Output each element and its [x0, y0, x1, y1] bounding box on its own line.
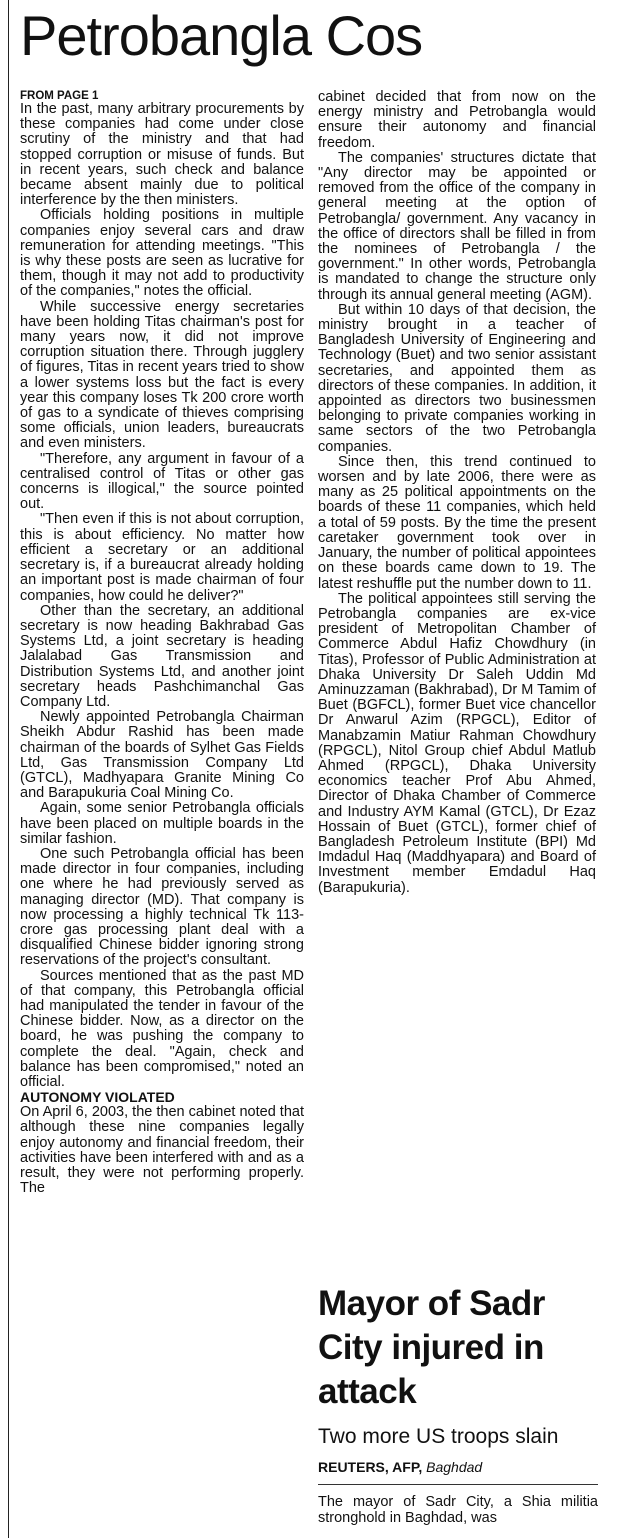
paragraph: Again, some senior Petrobangla officials have been placed on multiple boards in the similar fashion.	[20, 800, 304, 847]
paragraph: Officials holding positions in multiple companies enjoy several cars and draw remuneration for attending meetings. "This is why these posts are seen as lucrative for them, though it may not add to productivity of the companies," notes the official.	[20, 207, 304, 300]
article-column-right	[318, 90, 596, 896]
article-column-left	[20, 90, 304, 1196]
left-margin-rule	[8, 0, 9, 1538]
paragraph: In the past, many arbitrary procurements by these companies had come under close scrutiny of the ministry and that had stopped corruption or misuse of funds. But in recent years, such check and balance became absent mainly due to political interference by the then ministers.	[20, 101, 304, 209]
paragraph: Since then, this trend continued to worsen and by late 2006, there were as many as 25 political appointments on the boards of these 11 companies, which held a total of 59 posts. By the time the present caretaker government took over in January, the number of political appointees on these boards came down to 19. The latest reshuffle put the number down to 11.	[318, 453, 596, 592]
story-deck: Two more US troops slain	[318, 1425, 559, 1448]
paragraph: One such Petrobangla official has been made director in four companies, including one where he had previously served as managing director (MD). That company is now processing a highly technical Tk 113-crore gas processing plant deal with a disqualified Chinese bidder ignoring strong reservations of the project's consultant.	[20, 845, 304, 969]
paragraph: The companies' structures dictate that "Any director may be appointed or removed from the office of the company in general meeting at the option of Petrobangla/ government. Any vacancy in the office of directors shall be filled in from the nominees of Petrobangla / the government." In other words, Petrobangla is mandated to change the structure only through its annual general meeting (AGM).	[318, 149, 596, 303]
story-headline: Mayor of Sadr City injured in attack	[318, 1284, 545, 1411]
story-body: The mayor of Sadr City, a Shia militia stronghold in Baghdad, was	[318, 1494, 598, 1526]
byline-divider	[318, 1484, 598, 1485]
byline-agency: REUTERS, AFP,	[318, 1459, 423, 1475]
byline	[318, 1458, 618, 1476]
paragraph: The political appointees still serving the Petrobangla companies are ex-vice president of Metropolitan Chamber of Commerce Abdul Hafiz Chowdhury (in Titas), Professor of Public Administration at Dhaka University Dr Saleh Uddin Md Aminuzzaman (Bakhrabad), Dr M Tamim of Buet (BGFCL), former Buet vice chancellor Dr Anwarul Azim (RPGCL), Editor of Manabzamin Matiur Rahman Chowdhury (RPGCL), Nitol Group chief Abdul Matlub Ahmed (RPGCL), Dhaka University economics teacher Prof Abu Ahmed, Director of Dhaka Chamber of Commerce and Industry AYM Kamal (GTCL), Dr Ezaz Hossain of Buet (GTCL), former chief of Bangladesh Petroleum Institute (BPI) Md Imdadul Haq (Maddhyapara) and Board of Investment member Emdadul Haq (Barapukuria).	[318, 590, 596, 896]
paragraph: But within 10 days of that decision, the ministry brought in a teacher of Bangladesh University of Engineering and Technology (Buet) and two senior assistant secretaries, and appointed them as directors of these companies. In addition, it appointed as directors two businessmen belonging to private companies working in same sectors of the two Petrobangla companies.	[318, 301, 596, 455]
paragraph: While successive energy secretaries have been holding Titas chairman's post for many years now, it did not improve corruption situation there. Through jugglery of figures, Titas in recent years tried to show a lower systems loss but the fact is every year this company loses Tk 200 crore worth of gas to a syndicate of thieves comprising some officials, union leaders, bureaucrats and even ministers.	[20, 298, 304, 452]
byline-place: Baghdad	[426, 1459, 483, 1475]
subheading: AUTONOMY VIOLATED	[20, 1089, 175, 1106]
continuation-kicker: FROM PAGE 1	[20, 90, 99, 102]
second-story	[318, 1282, 618, 1526]
paragraph: Sources mentioned that as the past MD of that company, this Petrobangla official had manipulated the tender in favour of the Chinese bidder. Now, as a director on the board, he was pushing the company to complete the deal. "Again, check and balance has been compromised," noted an official.	[20, 967, 304, 1090]
paragraph: Other than the secretary, an additional secretary is now heading Bakhrabad Gas Systems Ltd, a joint secretary is heading Jalalabad Gas Transmission and Distribution Systems Ltd, and another joint secretary heads Pashchimanchal Gas Company Ltd.	[20, 602, 304, 710]
paragraph: Newly appointed Petrobangla Chairman Sheikh Abdur Rashid has been made chairman of the boards of Sylhet Gas Fields Ltd, Gas Transmission Company Ltd (GTCL), Madhyapara Granite Mining Co and Barapukuria Coal Mining Co.	[20, 709, 304, 802]
paragraph: On April 6, 2003, the then cabinet noted that although these nine companies legally enjoy autonomy and financial freedom, their activities have been interfered with and as a result, they were not performing properly. The	[20, 1104, 304, 1197]
paragraph: "Then even if this is not about corruption, this is about efficiency. No matter how efficient a secretary or an additional secretary is, if a bureaucrat already holding an important post is made chairman of four companies, how could he deliver?"	[20, 511, 304, 604]
paragraph-continued: cabinet decided that from now on the energy ministry and Petrobangla would ensure their autonomy and financial freedom.	[318, 89, 596, 151]
main-headline: Petrobangla Cos	[20, 4, 423, 67]
paragraph: "Therefore, any argument in favour of a centralised control of Titas or other gas concerns is illogical," the source pointed out.	[20, 450, 304, 513]
